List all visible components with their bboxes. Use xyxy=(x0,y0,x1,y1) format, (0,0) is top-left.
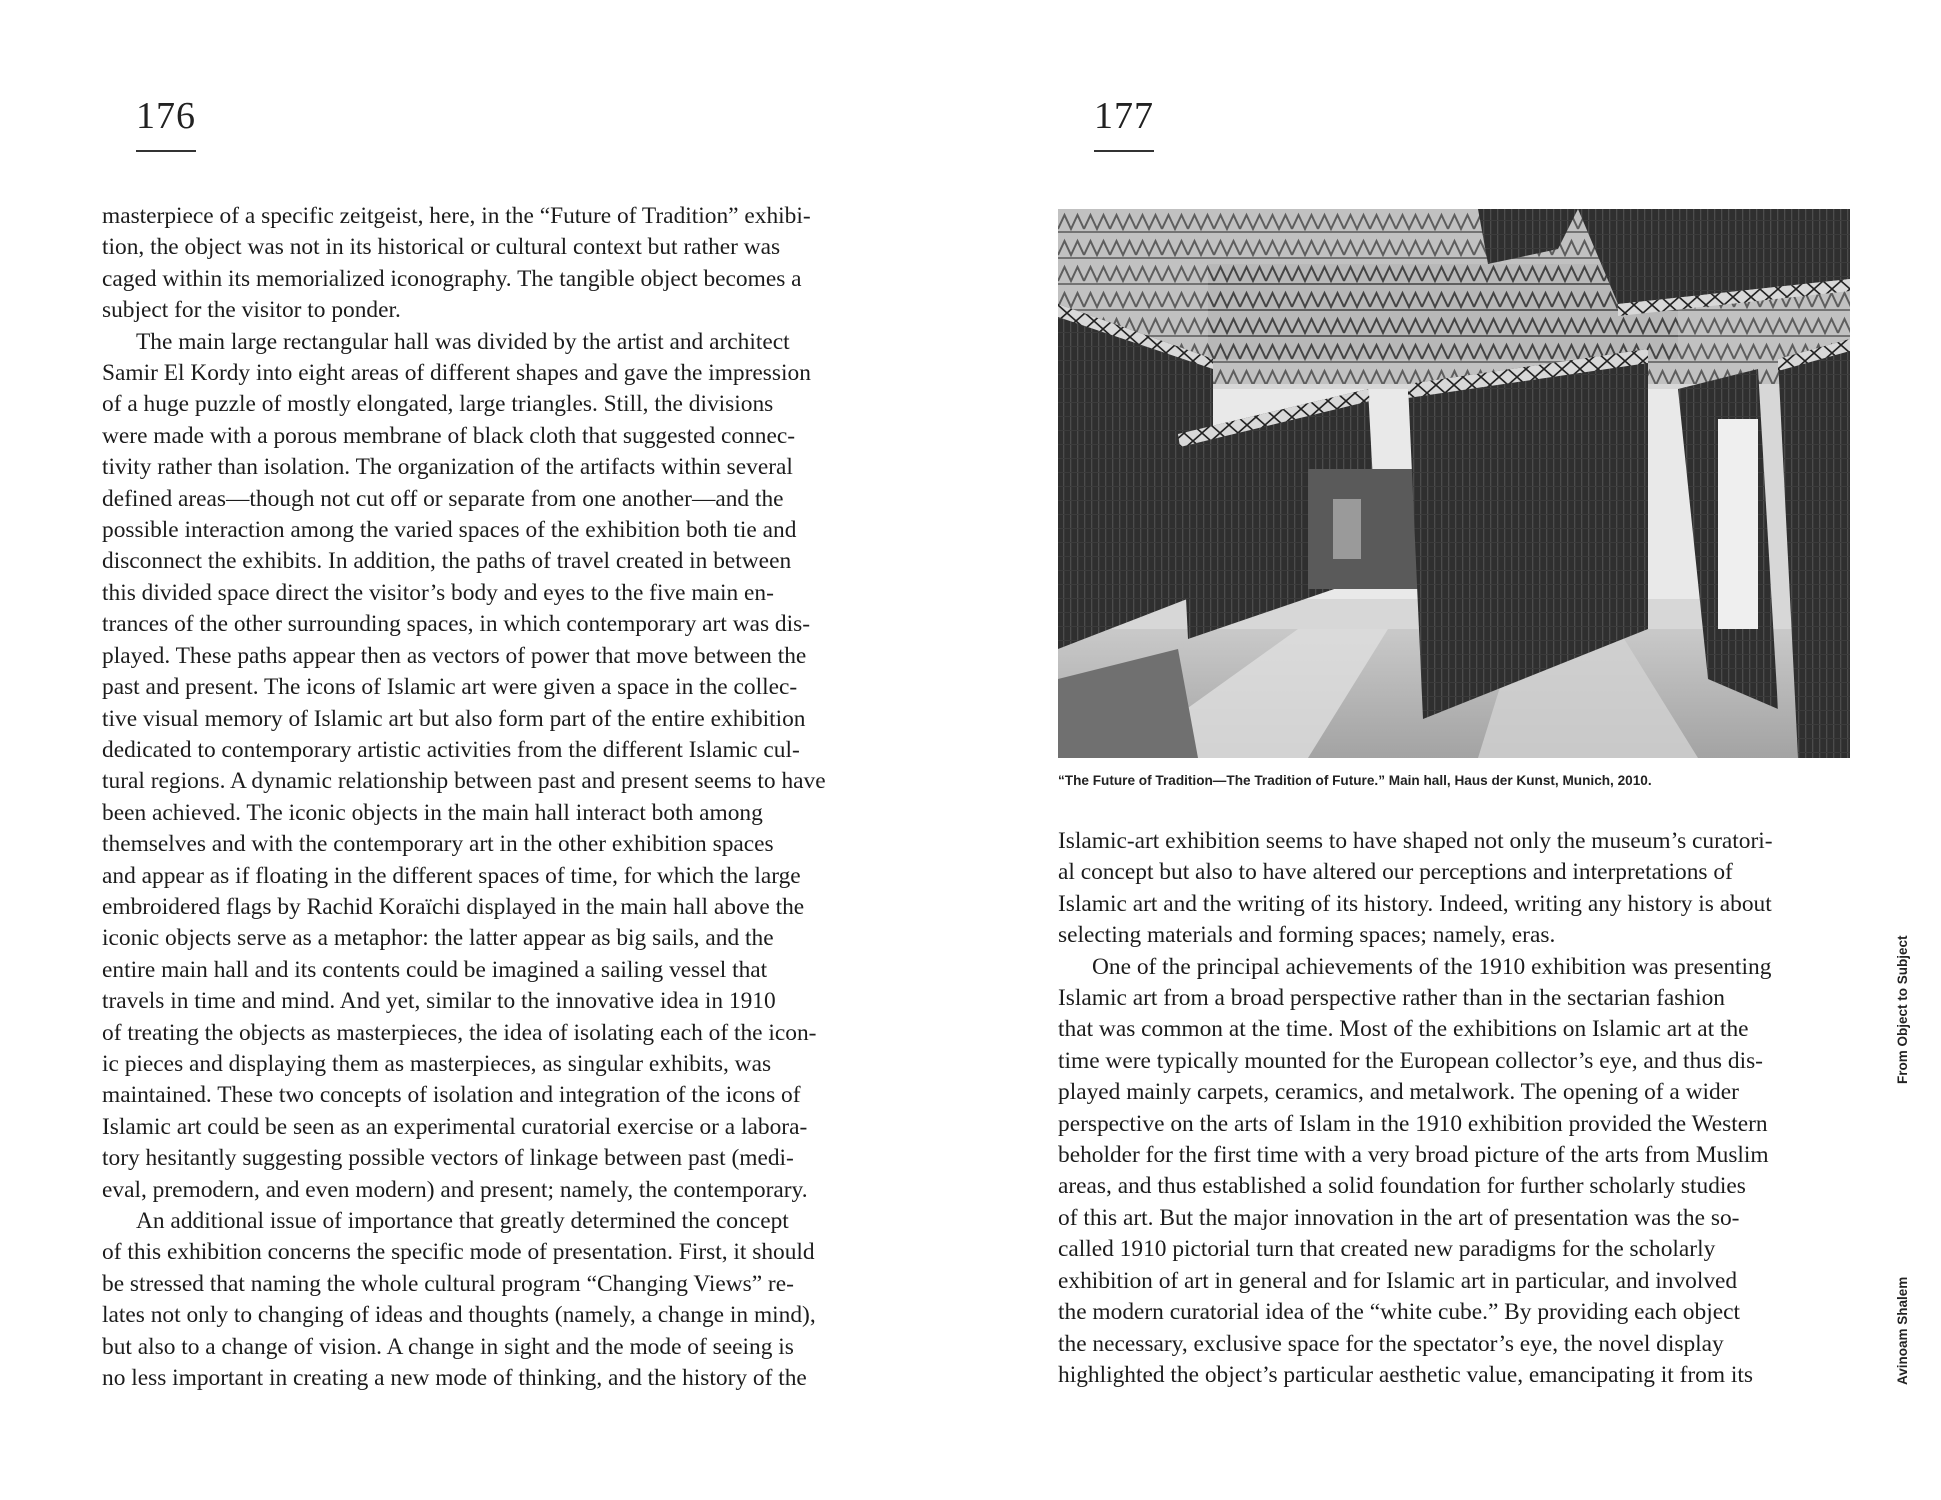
body-text-right xyxy=(1058,826,1773,1391)
text-line: masterpiece of a specific zeitgeist, here, in the “Future of Tradition” exhibi- xyxy=(102,203,811,229)
text-line: played mainly carpets, ceramics, and metalwork. The opening of a wider xyxy=(1058,1079,1739,1106)
text-line: dedicated to contemporary artistic activities from the different Islamic cul- xyxy=(102,736,800,763)
text-line: Islamic-art exhibition seems to have shaped not only the museum’s curatori- xyxy=(1058,828,1773,854)
text-line: Islamic art and the writing of its history. Indeed, writing any history is about xyxy=(1058,890,1772,917)
text-line: but also to a change of vision. A change in sight and the mode of seeing is xyxy=(102,1333,794,1360)
text-line: possible interaction among the varied spaces of the exhibition both tie and xyxy=(102,517,797,544)
text-line: and appear as if floating in the different spaces of time, for which the large xyxy=(102,862,801,889)
text-line: entire main hall and its contents could be imagined a sailing vessel that xyxy=(102,956,768,983)
text-line: One of the principal achievements of the 1910 exhibition was presenting xyxy=(1092,953,1772,980)
page-number-left: 176 xyxy=(136,95,196,137)
text-line: travels in time and mind. And yet, similar to the innovative idea in 1910 xyxy=(102,988,776,1015)
text-line: the necessary, exclusive space for the spectator’s eye, the novel display xyxy=(1058,1330,1724,1357)
text-line: exhibition of art in general and for Islamic art in particular, and involved xyxy=(1058,1267,1738,1294)
text-line: Islamic art from a broad perspective rather than in the sectarian fashion xyxy=(1058,985,1725,1012)
text-line: played. These paths appear then as vectors of power that move between the xyxy=(102,642,807,669)
running-head-title-text: From Object to Subject xyxy=(1895,935,1910,1084)
text-line: areas, and thus established a solid foundation for further scholarly studies xyxy=(1058,1173,1746,1200)
text-line: eval, premodern, and even modern) and present; namely, the contemporary. xyxy=(102,1176,808,1203)
text-line: time were typically mounted for the European collector’s eye, and thus dis- xyxy=(1058,1047,1763,1074)
exhibition-hall-photo xyxy=(1058,209,1850,758)
text-line: perspective on the arts of Islam in the 1910 exhibition provided the Western xyxy=(1058,1110,1768,1137)
text-line: of treating the objects as masterpieces, the idea of isolating each of the icon- xyxy=(102,1019,817,1046)
text-line: tivity rather than isolation. The organization of the artifacts within several xyxy=(102,454,793,481)
text-line: themselves and with the contemporary art in the other exhibition spaces xyxy=(102,831,774,858)
text-line: Samir El Kordy into eight areas of different shapes and gave the impression xyxy=(102,360,811,387)
text-line: beholder for the first time with a very broad picture of the arts from Muslim xyxy=(1058,1142,1769,1169)
text-line: of this art. But the major innovation in the art of presentation was the so- xyxy=(1058,1204,1740,1231)
running-head-author-text: Avinoam Shalem xyxy=(1895,1276,1910,1385)
exhibition-hall-illustration xyxy=(1058,209,1850,758)
text-line: subject for the visitor to ponder. xyxy=(102,297,401,324)
text-line: The main large rectangular hall was divided by the artist and architect xyxy=(136,328,790,355)
text-line: caged within its memorialized iconography. The tangible object becomes a xyxy=(102,265,802,292)
text-line: trances of the other surrounding spaces, in which contemporary art was dis- xyxy=(102,611,811,638)
text-line: that was common at the time. Most of the exhibitions on Islamic art at the xyxy=(1058,1016,1749,1043)
text-line: defined areas—though not cut off or separate from one another—and the xyxy=(102,485,784,512)
text-line: lates not only to changing of ideas and thoughts (namely, a change in mind), xyxy=(102,1302,816,1329)
text-line: tion, the object was not in its historical or cultural context but rather was xyxy=(102,234,781,261)
text-line: disconnect the exhibits. In addition, the paths of travel created in between xyxy=(102,548,792,575)
text-line: ic pieces and displaying them as masterpieces, as singular exhibits, was xyxy=(102,1050,772,1077)
page-number-right: 177 xyxy=(1094,95,1154,137)
text-line: tive visual memory of Islamic art but also form part of the entire exhibition xyxy=(102,705,806,732)
text-line: tory hesitantly suggesting possible vectors of linkage between past (medi- xyxy=(102,1145,794,1172)
text-line: An additional issue of importance that greatly determined the concept xyxy=(136,1208,789,1234)
text-line: the modern curatorial idea of the “white cube.” By providing each object xyxy=(1058,1299,1740,1326)
page-number-rule-right xyxy=(1094,150,1154,152)
text-line: of this exhibition concerns the specific mode of presentation. First, it should xyxy=(102,1239,815,1266)
photo-caption: “The Future of Tradition—The Tradition of Future.” Main hall, Haus der Kunst, Munich, 2010. xyxy=(1058,773,1652,788)
text-line: of a huge puzzle of mostly elongated, large triangles. Still, the divisions xyxy=(102,391,774,418)
text-line: al concept but also to have altered our perceptions and interpretations of xyxy=(1058,859,1733,886)
text-line: Islamic art could be seen as an experimental curatorial exercise or a labora- xyxy=(102,1113,808,1140)
text-line: tural regions. A dynamic relationship between past and present seems to have xyxy=(102,768,826,795)
text-line: highlighted the object’s particular aesthetic value, emancipating it from its xyxy=(1058,1361,1754,1388)
text-line: iconic objects serve as a metaphor: the latter appear as big sails, and the xyxy=(102,925,774,952)
text-line: embroidered flags by Rachid Koraïchi displayed in the main hall above the xyxy=(102,893,805,920)
text-line: past and present. The icons of Islamic art were given a space in the collec- xyxy=(102,674,798,701)
text-line: no less important in creating a new mode of thinking, and the history of the xyxy=(102,1365,807,1392)
page-number-rule-left xyxy=(136,150,196,152)
text-line: were made with a porous membrane of black cloth that suggested connec- xyxy=(102,422,796,449)
text-line: been achieved. The iconic objects in the main hall interact both among xyxy=(102,799,763,826)
text-line: be stressed that naming the whole cultural program “Changing Views” re- xyxy=(102,1270,794,1297)
text-line: selecting materials and forming spaces; namely, eras. xyxy=(1058,922,1556,949)
text-line: called 1910 pictorial turn that created new paradigms for the scholarly xyxy=(1058,1236,1716,1263)
body-text-left xyxy=(102,201,826,1394)
text-line: maintained. These two concepts of isolation and integration of the icons of xyxy=(102,1082,801,1109)
text-line: this divided space direct the visitor’s body and eyes to the five main en- xyxy=(102,579,774,606)
